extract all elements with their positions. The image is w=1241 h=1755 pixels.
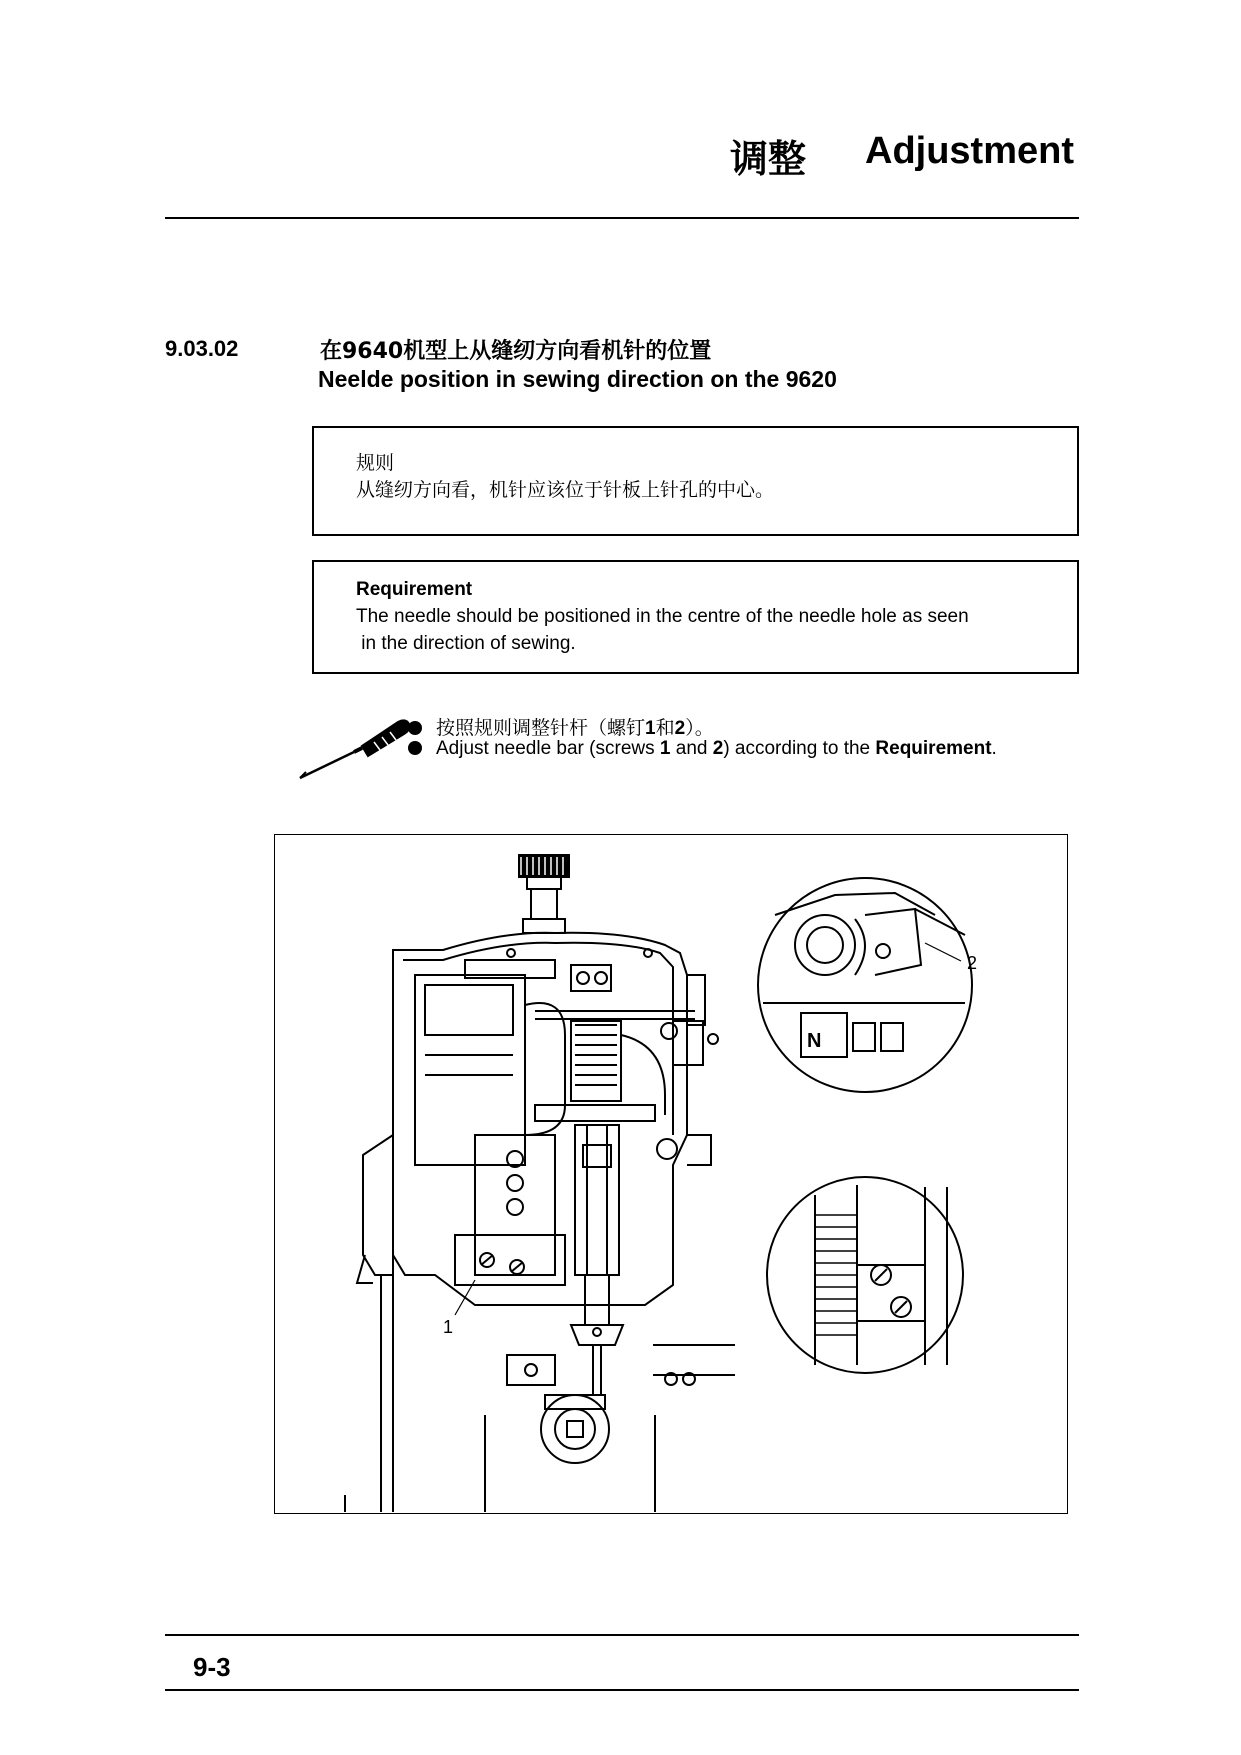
- panel-letter: N: [807, 1030, 822, 1052]
- footer-rule-bottom: [165, 1689, 1079, 1691]
- detail-circle-lower: [767, 1177, 963, 1373]
- instruction-zh: 按照规则调整针杆（螺钉1和2）。: [408, 713, 714, 740]
- header-rule: [165, 217, 1079, 219]
- header-title-zh: 调整: [730, 137, 807, 181]
- requirement-line-1: The needle should be positioned in the centre of the needle hole as seen: [356, 606, 969, 627]
- requirement-heading: Requirement: [356, 579, 473, 600]
- requirement-box-en: [312, 560, 1079, 674]
- rule-text-zh: 从缝纫方向看，机针应该位于针板上针孔的中心。: [356, 479, 775, 501]
- sewing-machine-head-illustration: [275, 835, 1066, 1512]
- section-number: 9.03.02: [165, 336, 239, 361]
- rule-heading-zh: 规则: [356, 452, 395, 474]
- footer-rule-top: [165, 1634, 1079, 1636]
- rule-box-zh: [312, 426, 1079, 536]
- detail-circle-upper: [758, 878, 972, 1092]
- section-title-en: Neelde position in sewing direction on the 9620: [318, 366, 837, 392]
- screwdriver-icon: [296, 708, 416, 784]
- callout-2-label: 2: [967, 953, 978, 973]
- header-title-en: Adjustment: [865, 130, 1074, 172]
- page-number: 9-3: [193, 1652, 231, 1682]
- requirement-line-2: in the direction of sewing.: [356, 633, 576, 654]
- bullet-icon: [408, 741, 422, 755]
- section-title-zh: 在9640机型上从缝纫方向看机针的位置: [320, 339, 712, 364]
- instruction-en: Adjust needle bar (screws 1 and 2) according to the Requirement.: [408, 738, 997, 760]
- machine-head-figure: [274, 834, 1068, 1514]
- bullet-icon: [408, 721, 422, 735]
- callout-1-label: 1: [443, 1317, 454, 1337]
